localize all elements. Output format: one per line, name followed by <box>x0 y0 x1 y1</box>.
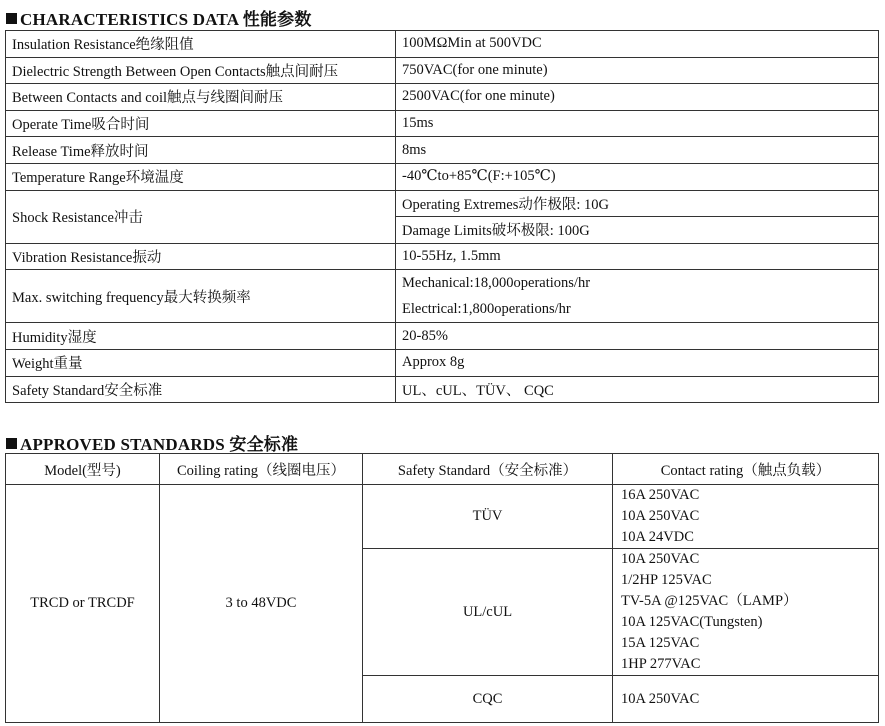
row-value: 2500VAC(for one minute) <box>396 84 879 111</box>
table-row <box>6 57 879 84</box>
standards-title: APPROVED STANDARDS 安全标准 <box>20 435 299 454</box>
row-label: Shock Resistance冲击 <box>6 190 396 243</box>
row-value: 8ms <box>396 137 879 164</box>
header-safety-standard: Safety Standard（安全标准） <box>363 454 613 485</box>
row-value: -40℃to+85℃(F:+105℃) <box>396 163 879 190</box>
row-value: Damage Limits破坏极限: 100G <box>396 217 879 244</box>
row-label: Dielectric Strength Between Open Contacts触点间耐压 <box>6 57 396 84</box>
table-row <box>6 163 879 190</box>
rating-line: 10A 250VAC <box>621 508 700 524</box>
row-value-line: Mechanical:18,000operations/hr <box>402 275 591 292</box>
row-value: UL、cUL、TÜV、 CQC <box>396 376 879 403</box>
table-row <box>6 485 879 549</box>
table-row <box>6 31 879 58</box>
contact-ratings-cell <box>613 549 879 676</box>
rating-line: 10A 125VAC(Tungsten) <box>621 614 763 630</box>
row-value: 10-55Hz, 1.5mm <box>396 243 879 270</box>
table-row <box>6 376 879 403</box>
rating-line: 16A 250VAC <box>621 487 700 503</box>
row-label: Weight重量 <box>6 349 396 376</box>
row-value: Operating Extremes动作极限: 10G <box>396 190 879 217</box>
square-bullet-icon <box>6 438 17 449</box>
rating-line: 10A 24VDC <box>621 529 694 545</box>
rating-line: 1HP 277VAC <box>621 656 701 672</box>
table-row <box>6 190 879 217</box>
table-row <box>6 323 879 350</box>
rating-line: 1/2HP 125VAC <box>621 572 712 588</box>
standard-cell: TÜV <box>363 485 613 549</box>
header-row <box>6 454 879 485</box>
row-label: Safety Standard安全标准 <box>6 376 396 403</box>
square-bullet-icon <box>6 13 17 24</box>
model-cell: TRCD or TRCDF <box>6 485 160 723</box>
row-label: Max. switching frequency最大转换频率 <box>6 270 396 323</box>
table-row <box>6 84 879 111</box>
standards-heading <box>6 430 298 455</box>
row-value <box>396 270 879 323</box>
row-value: 20-85% <box>396 323 879 350</box>
table-row <box>6 349 879 376</box>
rating-line: TV-5A @125VAC（LAMP） <box>621 593 798 609</box>
row-label: Humidity湿度 <box>6 323 396 350</box>
row-value: 100MΩMin at 500VDC <box>396 31 879 58</box>
row-label: Temperature Range环境温度 <box>6 163 396 190</box>
row-value: 750VAC(for one minute) <box>396 57 879 84</box>
standard-cell: UL/cUL <box>363 549 613 676</box>
rating-line: 15A 125VAC <box>621 635 700 651</box>
characteristics-table <box>5 30 879 403</box>
characteristics-title: CHARACTERISTICS DATA 性能参数 <box>20 10 312 29</box>
rating-line: 10A 250VAC <box>621 551 700 567</box>
contact-ratings-cell <box>613 485 879 549</box>
row-label: Release Time释放时间 <box>6 137 396 164</box>
standard-cell: CQC <box>363 676 613 723</box>
row-label: Operate Time吸合时间 <box>6 110 396 137</box>
table-row <box>6 110 879 137</box>
row-value: 15ms <box>396 110 879 137</box>
row-value-line: Electrical:1,800operations/hr <box>402 301 571 318</box>
row-value: Approx 8g <box>396 349 879 376</box>
row-label: Vibration Resistance振动 <box>6 243 396 270</box>
standards-table <box>5 453 879 723</box>
header-contact-rating: Contact rating（触点负载） <box>613 454 879 485</box>
coil-cell: 3 to 48VDC <box>160 485 363 723</box>
header-coiling-rating: Coiling rating（线圈电压） <box>160 454 363 485</box>
contact-ratings-cell <box>613 676 879 723</box>
table-row <box>6 243 879 270</box>
table-row <box>6 137 879 164</box>
row-label: Insulation Resistance绝缘阻值 <box>6 31 396 58</box>
table-row <box>6 270 879 323</box>
rating-line: 10A 250VAC <box>621 690 700 707</box>
characteristics-heading <box>6 5 312 30</box>
header-model: Model(型号) <box>6 454 160 485</box>
row-label: Between Contacts and coil触点与线圈间耐压 <box>6 84 396 111</box>
